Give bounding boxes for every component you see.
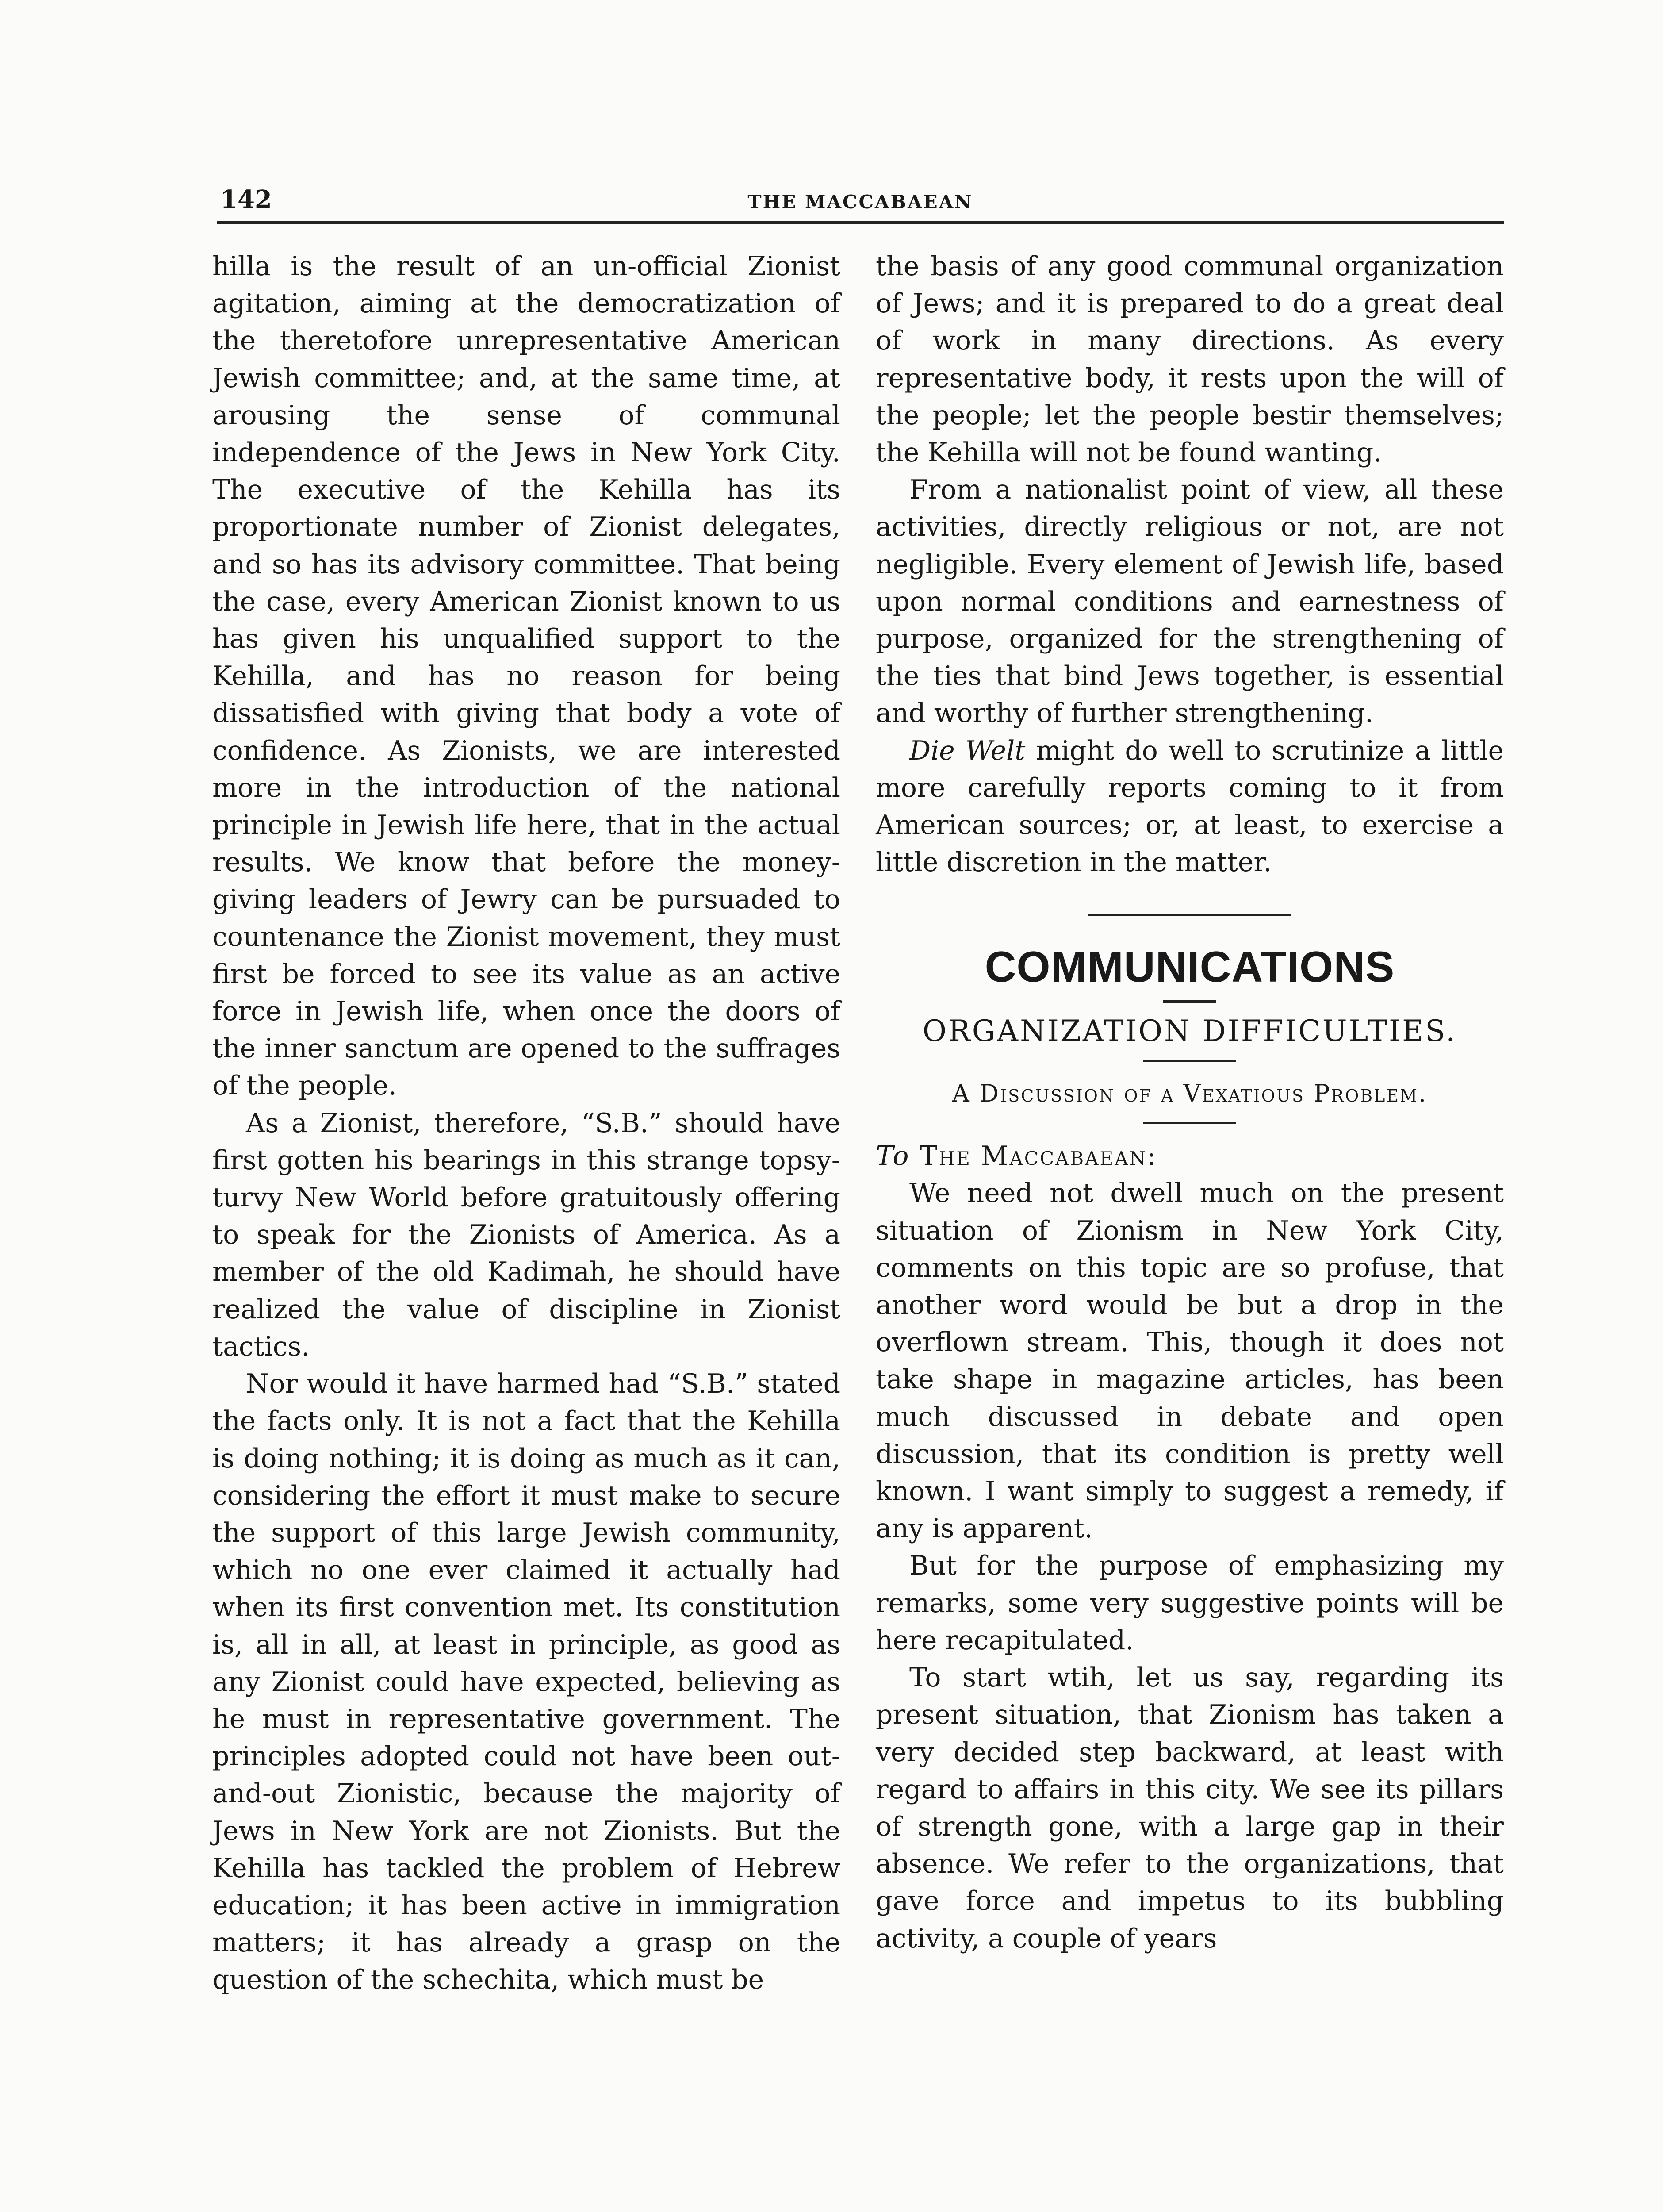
running-head: THE MACCABAEAN: [747, 191, 973, 213]
page-header: [217, 181, 1504, 224]
section-title: COMMUNICATIONS: [985, 942, 1395, 991]
left-paragraph-3: Nor would it have harmed had “S.B.” stated the facts only. It is not a fact that the Kehilla is doing nothing; it is doing as much as it can, considering the effort it must make to secure the support of this large Jewish community, which no one ever claimed it actually had when its first convention met. Its constitution is, all in all, at least in principle, as good as any Zionist could have expected, believing as he must in representative government. The principles adopted could not have been out-and-out Zionistic, because the majority of Jews in New York are not Zionists. But the Kehilla has tackled the problem of Hebrew education; it has been active in immigration matters; it has already a grasp on the question of the schechita, which must be: [212, 1368, 840, 1996]
left-paragraph-2: As a Zionist, therefore, “S.B.” should have first gotten his bearings in this strange topsy-turvy New World before gratuitously offering to speak for the Zionists of America. As a member of the old Kadimah, he should have realized the value of discipline in Zionist tactics.: [212, 1107, 840, 1362]
section-divider: [1088, 914, 1291, 916]
salutation-to: To: [876, 1141, 910, 1172]
right-paragraph-2: From a nationalist point of view, all these activities, directly religious or not, are not negligible. Every element of Jewish life, based upon normal conditions and earnestness of purpose, organized for the strengthening of the ties that bind Jews together, is essential and worthy of further strengthening.: [876, 474, 1504, 729]
letter-salutation: [876, 1137, 1504, 1175]
salutation-addressee: The Maccabaean:: [910, 1141, 1157, 1172]
article-subtitle: A Discussion of a Vexatious Problem.: [952, 1079, 1428, 1108]
letter-paragraph-1: We need not dwell much on the present situation of Zionism in New York City, comments on this topic are so profuse, that another word would be but a drop in the overflown stream. This, though it does not take shape in magazine articles, has been much discussed in debate and open discussion, that its condition is pretty well known. I want simply to suggest a remedy, if any is apparent.: [876, 1178, 1504, 1544]
letter-paragraph-3: To start wtih, let us say, regarding its present situation, that Zionism has taken a very decided step backward, at least with regard to affairs in this city. We see its pillars of strength gone, with a large gap in their absence. We refer to the organizations, that gave force and impetus to its bubbling activity, a couple of years: [876, 1662, 1504, 1954]
right-paragraph-welt: [876, 732, 1504, 881]
publication-name: Die Welt: [909, 735, 1026, 766]
left-column: [212, 248, 840, 1999]
right-column: [876, 248, 1504, 1957]
subtitle-divider: [1143, 1060, 1236, 1062]
article-title: ORGANIZATION DIFFICULTIES.: [922, 1014, 1457, 1048]
page-number: 142: [220, 185, 272, 214]
welt-paragraph-text: might do well to scrutinize a little more carefully reports coming to it from American sources; or, at least, to exercise a little discretion in the matter.: [876, 735, 1504, 878]
left-paragraph-1: hilla is the result of an un-official Zionist agitation, aiming at the democratization of the theretofore unrepresentative American Jewish committee; and, at the same time, at arousing the sense of communal independence of the Jews in New York City. The executive of the Kehilla has its proportionate number of Zionist delegates, and so has its advisory committee. That being the case, every American Zionist known to us has given his unqualified support to the Kehilla, and has no reason for being dissatisfied with giving that body a vote of confidence. As Zionists, we are interested more in the introduction of the national principle in Jewish life here, that in the actual results. We know that before the money-giving leaders of Jewry can be pursuaded to countenance the Zionist movement, they must first be forced to see its value as an active force in Jewish life, when once the doors of the inner sanctum are opened to the suffrages of the people.: [212, 251, 840, 1102]
salutation-divider: [1143, 1122, 1236, 1124]
letter-paragraph-2: But for the purpose of emphasizing my remarks, some very suggestive points will be here recapitulated.: [876, 1550, 1504, 1656]
title-divider: [1163, 1000, 1216, 1003]
right-paragraph-1: the basis of any good communal organization of Jews; and it is prepared to do a great deal of work in many directions. As every representative body, it rests upon the will of the people; let the people bestir themselves; the Kehilla will not be found wanting.: [876, 251, 1504, 469]
